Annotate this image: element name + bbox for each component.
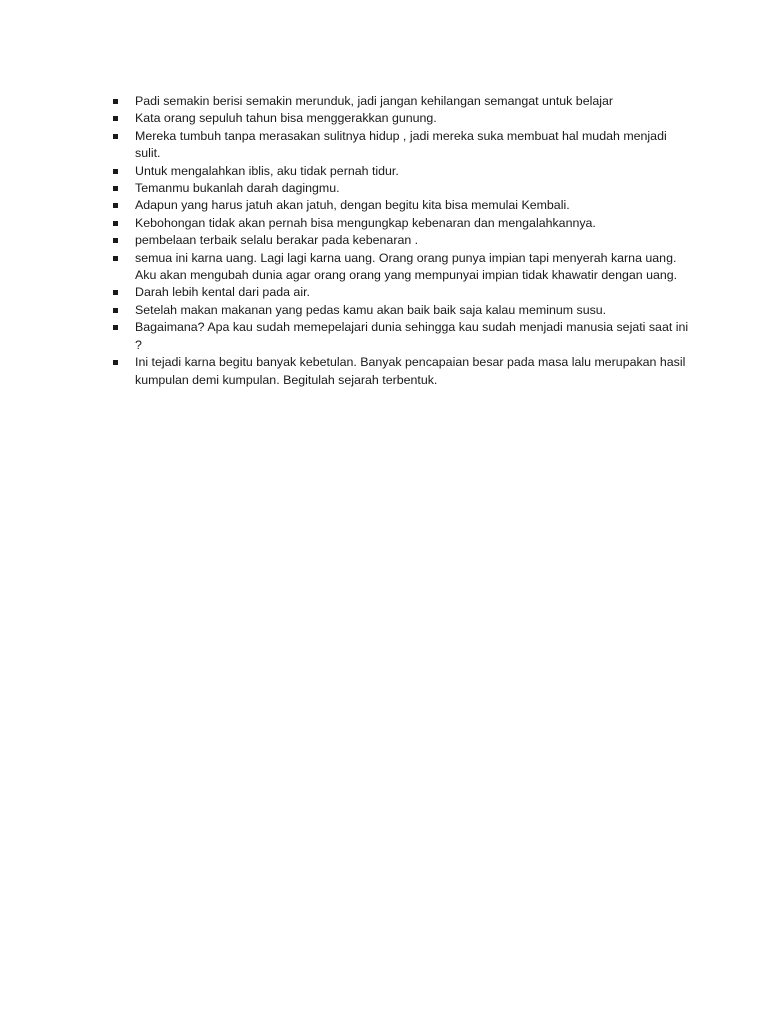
list-item-text: semua ini karna uang. Lagi lagi karna uang. Orang orang punya impian tapi menyerah karna uang. Aku akan mengubah dunia agar orang orang yang mempunyai impian tidak khawatir dengan uang. (135, 250, 678, 283)
square-bullet-icon (113, 221, 118, 226)
square-bullet-icon (113, 360, 118, 365)
list-item (110, 319, 690, 354)
list-item (110, 197, 690, 214)
list-item-text: Mereka tumbuh tanpa merasakan sulitnya hidup , jadi mereka suka membuat hal mudah menjadi sulit. (135, 128, 667, 161)
list-item-text: Ini tejadi karna begitu banyak kebetulan. Banyak pencapaian besar pada masa lalu merupakan hasil kumpulan demi kumpulan. Begitulah sejarah terbentuk. (135, 355, 686, 387)
list-item (110, 232, 690, 249)
list-item-text: Adapun yang harus jatuh akan jatuh, dengan begitu kita bisa memulai Kembali. (135, 198, 570, 213)
square-bullet-icon (113, 134, 118, 139)
bullet-list (110, 93, 690, 389)
list-item (110, 250, 690, 285)
square-bullet-icon (113, 203, 118, 208)
square-bullet-icon (113, 186, 118, 191)
list-item-text: Kebohongan tidak akan pernah bisa mengungkap kebenaran dan mengalahkannya. (135, 215, 596, 230)
square-bullet-icon (113, 256, 118, 261)
list-item (110, 128, 690, 163)
list-item (110, 93, 690, 110)
square-bullet-icon (113, 99, 118, 104)
list-item-text: Temanmu bukanlah darah dagingmu. (135, 181, 340, 196)
list-item (110, 110, 690, 127)
square-bullet-icon (113, 169, 118, 174)
list-item (110, 215, 690, 232)
square-bullet-icon (113, 325, 118, 330)
square-bullet-icon (113, 238, 118, 243)
square-bullet-icon (113, 308, 118, 313)
list-item (110, 163, 690, 180)
list-item-text: Padi semakin berisi semakin merunduk, jadi jangan kehilangan semangat untuk belajar (135, 94, 614, 108)
list-item-text: Untuk mengalahkan iblis, aku tidak pernah tidur. (135, 163, 399, 178)
list-item-text: Darah lebih kental dari pada air. (135, 285, 310, 300)
list-item-text: Setelah makan makanan yang pedas kamu akan baik baik saja kalau meminum susu. (135, 302, 607, 317)
list-item (110, 302, 690, 319)
list-item-text: Bagaimana? Apa kau sudah memepelajari dunia sehingga kau sudah menjadi manusia sejati saat ini ? (135, 320, 689, 352)
square-bullet-icon (113, 290, 118, 295)
list-item-text: Kata orang sepuluh tahun bisa menggerakkan gunung. (135, 111, 437, 126)
square-bullet-icon (113, 116, 118, 121)
list-item (110, 284, 690, 301)
list-item (110, 180, 690, 197)
list-item-text: pembelaan terbaik selalu berakar pada kebenaran . (135, 233, 419, 248)
list-item (110, 354, 690, 389)
